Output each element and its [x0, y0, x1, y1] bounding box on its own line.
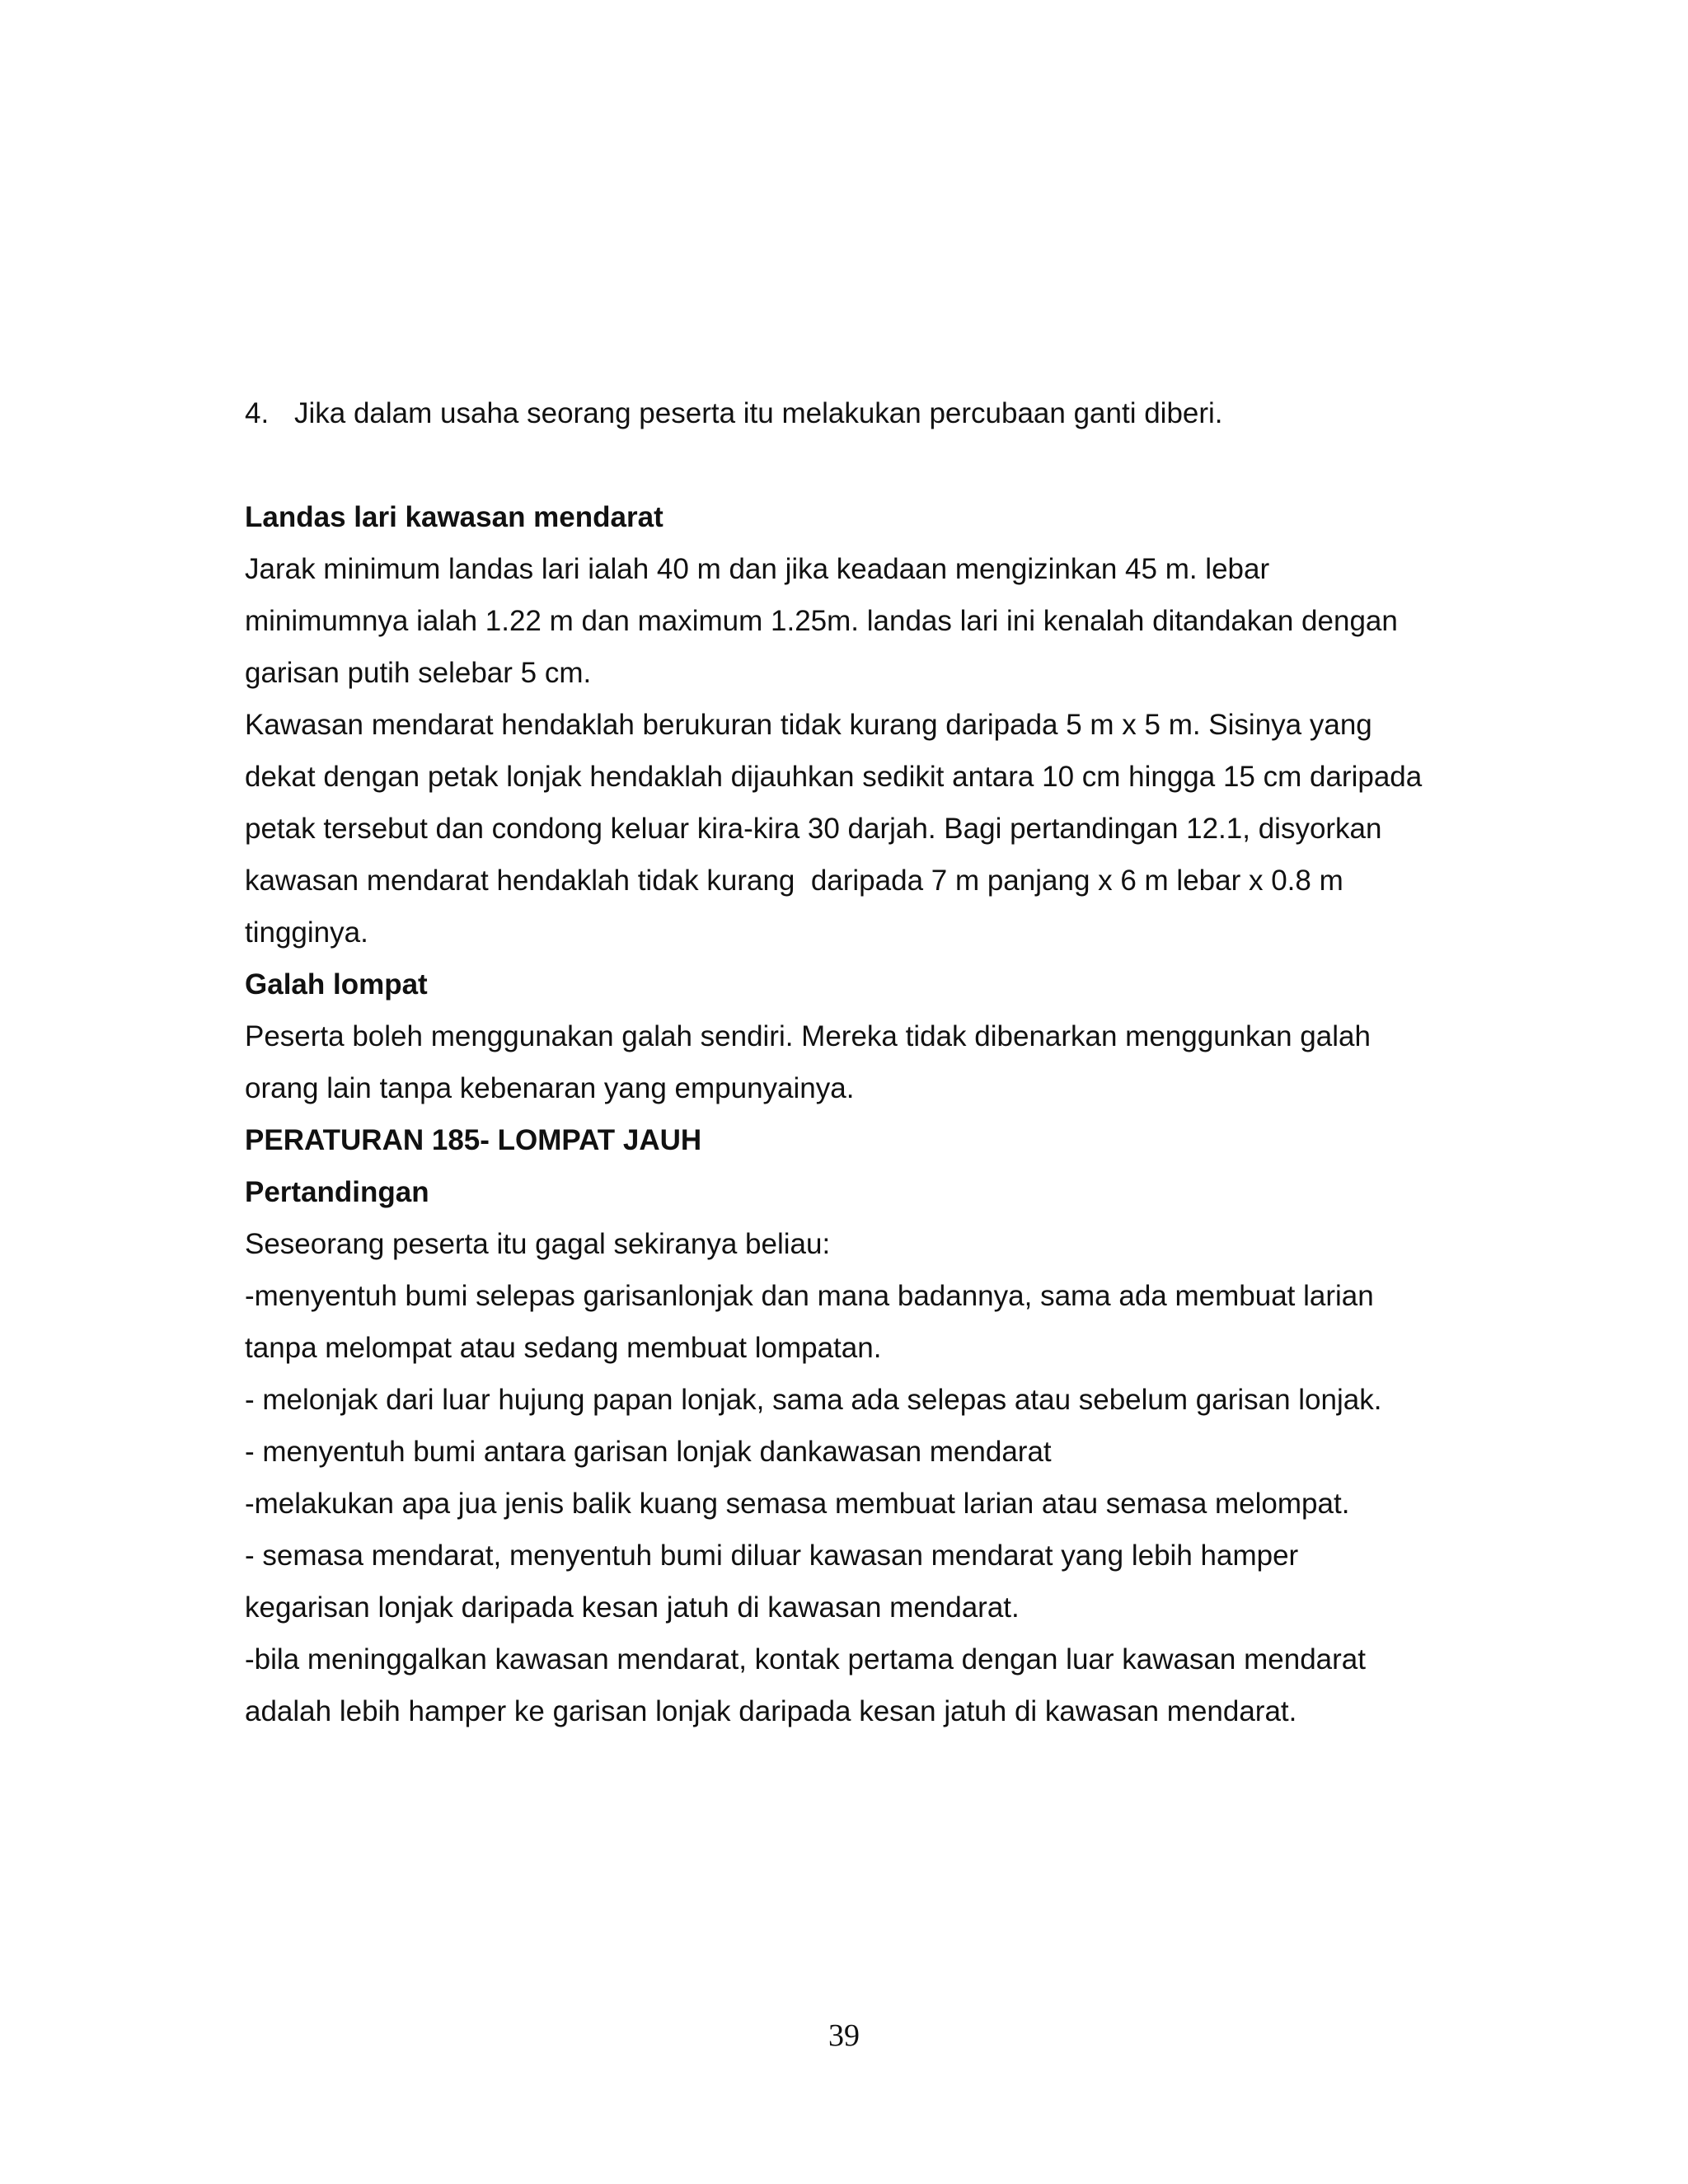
page-content: [245, 387, 1498, 1737]
list-item-number: 4.: [245, 397, 270, 429]
text-line: - melonjak dari luar hujung papan lonjak, sama ada selepas atau sebelum garisan lonjak.: [245, 1384, 1382, 1416]
paragraph-galah-lompat: [245, 1010, 1498, 1114]
heading-pertandingan: Pertandingan: [245, 1176, 429, 1208]
text-line: -menyentuh bumi selepas garisanlonjak dan mana badannya, sama ada membuat larian: [245, 1280, 1374, 1312]
text-line: orang lain tanpa kebenaran yang empunyainya.: [245, 1072, 855, 1104]
paragraph-pertandingan: [245, 1218, 1498, 1737]
text-line: tanpa melompat atau sedang membuat lompatan.: [245, 1332, 882, 1364]
text-line: - menyentuh bumi antara garisan lonjak dankawasan mendarat: [245, 1436, 1052, 1468]
text-line: -bila meninggalkan kawasan mendarat, kontak pertama dengan luar kawasan mendarat: [245, 1643, 1366, 1675]
text-line: kegarisan lonjak daripada kesan jatuh di kawasan mendarat.: [245, 1591, 1020, 1624]
paragraph-landas-lari: [245, 543, 1498, 958]
text-line: dekat dengan petak lonjak hendaklah dijauhkan sedikit antara 10 cm hingga 15 cm daripada: [245, 761, 1423, 793]
text-line: Seseorang peserta itu gagal sekiranya beliau:: [245, 1228, 831, 1260]
text-line: tingginya.: [245, 916, 368, 949]
heading-peraturan-185: PERATURAN 185- LOMPAT JAUH: [245, 1124, 702, 1156]
text-line: adalah lebih hamper ke garisan lonjak daripada kesan jatuh di kawasan mendarat.: [245, 1695, 1297, 1727]
text-line: garisan putih selebar 5 cm.: [245, 657, 592, 689]
text-line: -melakukan apa jua jenis balik kuang semasa membuat larian atau semasa melompat.: [245, 1488, 1350, 1520]
list-item: [245, 387, 1498, 439]
heading-landas-lari: Landas lari kawasan mendarat: [245, 501, 663, 533]
page-number: 39: [828, 2018, 860, 2053]
text-line: - semasa mendarat, menyentuh bumi diluar kawasan mendarat yang lebih hamper: [245, 1540, 1299, 1572]
heading-galah-lompat: Galah lompat: [245, 968, 428, 1001]
text-line: minimumnya ialah 1.22 m dan maximum 1.25m. landas lari ini kenalah ditandakan dengan: [245, 605, 1398, 637]
list-item-text: Jika dalam usaha seorang peserta itu melakukan percubaan ganti diberi.: [294, 397, 1223, 429]
paragraph-spacer: [245, 439, 1498, 491]
text-line: petak tersebut dan condong keluar kira-kira 30 darjah. Bagi pertandingan 12.1, disyorkan: [245, 813, 1382, 845]
text-line: Jarak minimum landas lari ialah 40 m dan jika keadaan mengizinkan 45 m. lebar: [245, 553, 1270, 585]
text-line: Kawasan mendarat hendaklah berukuran tidak kurang daripada 5 m x 5 m. Sisinya yang: [245, 709, 1372, 741]
text-line: Peserta boleh menggunakan galah sendiri. Mereka tidak dibenarkan menggunkan galah: [245, 1020, 1371, 1052]
text-line: kawasan mendarat hendaklah tidak kurang daripada 7 m panjang x 6 m lebar x 0.8 m: [245, 865, 1343, 897]
